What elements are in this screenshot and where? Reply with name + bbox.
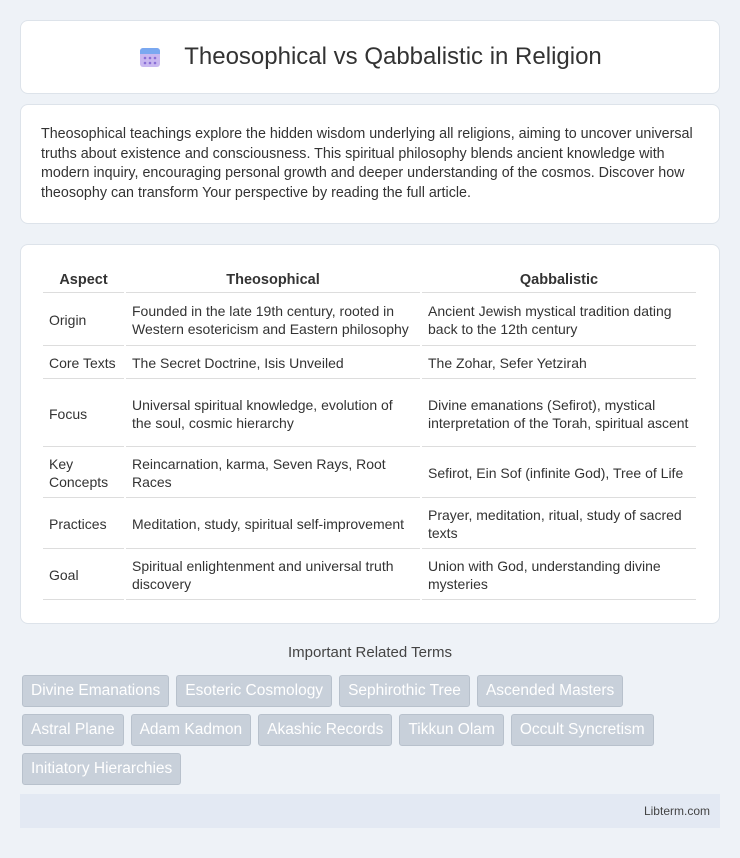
intro-text: Theosophical teachings explore the hidden wisdom underlying all religions, aiming to uncover universal truths about existence and consciousness. This spiritual philosophy blends ancient knowledge with modern inquiry, encouraging personal growth and deeper understanding of the cosmos. Discover how theosophy can transform Your perspective by reading the full article. [41,126,693,201]
row-aspect: Key Concepts [43,449,124,498]
row-aspect: Practices [43,500,124,549]
table-row [43,551,696,600]
table-row [43,295,696,346]
row-aspect: Core Texts [43,348,124,379]
related-term-tag[interactable]: Occult Syncretism [511,714,654,746]
related-terms-title: Important Related Terms [288,644,452,661]
row-qabbalistic: The Zohar, Sefer Yetzirah [422,348,696,379]
comparison-table [41,265,698,602]
related-term-tag[interactable]: Adam Kadmon [131,714,252,746]
header-theosophical: Theosophical [126,267,420,293]
header-qabbalistic: Qabbalistic [422,267,696,293]
row-theosophical: The Secret Doctrine, Isis Unveiled [126,348,420,379]
related-term-tag[interactable]: Tikkun Olam [399,714,503,746]
header-card [20,20,720,94]
row-theosophical: Spiritual enlightenment and universal truth discovery [126,551,420,600]
table-row [43,381,696,447]
header-aspect: Aspect [43,267,124,293]
row-theosophical: Universal spiritual knowledge, evolution of the soul, cosmic hierarchy [126,381,420,447]
related-term-tag[interactable]: Esoteric Cosmology [176,675,332,707]
related-term-tag[interactable]: Divine Emanations [22,675,169,707]
table-row [43,449,696,498]
intro-card [20,104,720,224]
related-term-tag[interactable]: Astral Plane [22,714,124,746]
row-aspect: Focus [43,381,124,447]
footer [20,794,720,828]
related-terms-list [22,675,722,792]
related-term-tag[interactable]: Ascended Masters [477,675,623,707]
row-theosophical: Founded in the late 19th century, rooted in Western esotericism and Eastern philosophy [126,295,420,346]
table-row [43,348,696,379]
table-header-row [43,267,696,293]
related-term-tag[interactable]: Initiatory Hierarchies [22,753,181,785]
row-aspect: Goal [43,551,124,600]
row-qabbalistic: Union with God, understanding divine mysteries [422,551,696,600]
page-title: Theosophical vs Qabbalistic in Religion [184,43,602,70]
related-term-tag[interactable]: Akashic Records [258,714,392,746]
comparison-card [20,244,720,624]
row-qabbalistic: Sefirot, Ein Sof (infinite God), Tree of Life [422,449,696,498]
row-qabbalistic: Prayer, meditation, ritual, study of sacred texts [422,500,696,549]
table-row [43,500,696,549]
row-qabbalistic: Divine emanations (Sefirot), mystical interpretation of the Torah, spiritual ascent [422,381,696,447]
footer-site-link[interactable]: Libterm.com [643,804,710,818]
row-aspect: Origin [43,295,124,346]
row-theosophical: Reincarnation, karma, Seven Rays, Root Races [126,449,420,498]
row-theosophical: Meditation, study, spiritual self-improvement [126,500,420,549]
row-qabbalistic: Ancient Jewish mystical tradition dating back to the 12th century [422,295,696,346]
calendar-icon [138,45,162,69]
related-term-tag[interactable]: Sephirothic Tree [339,675,470,707]
